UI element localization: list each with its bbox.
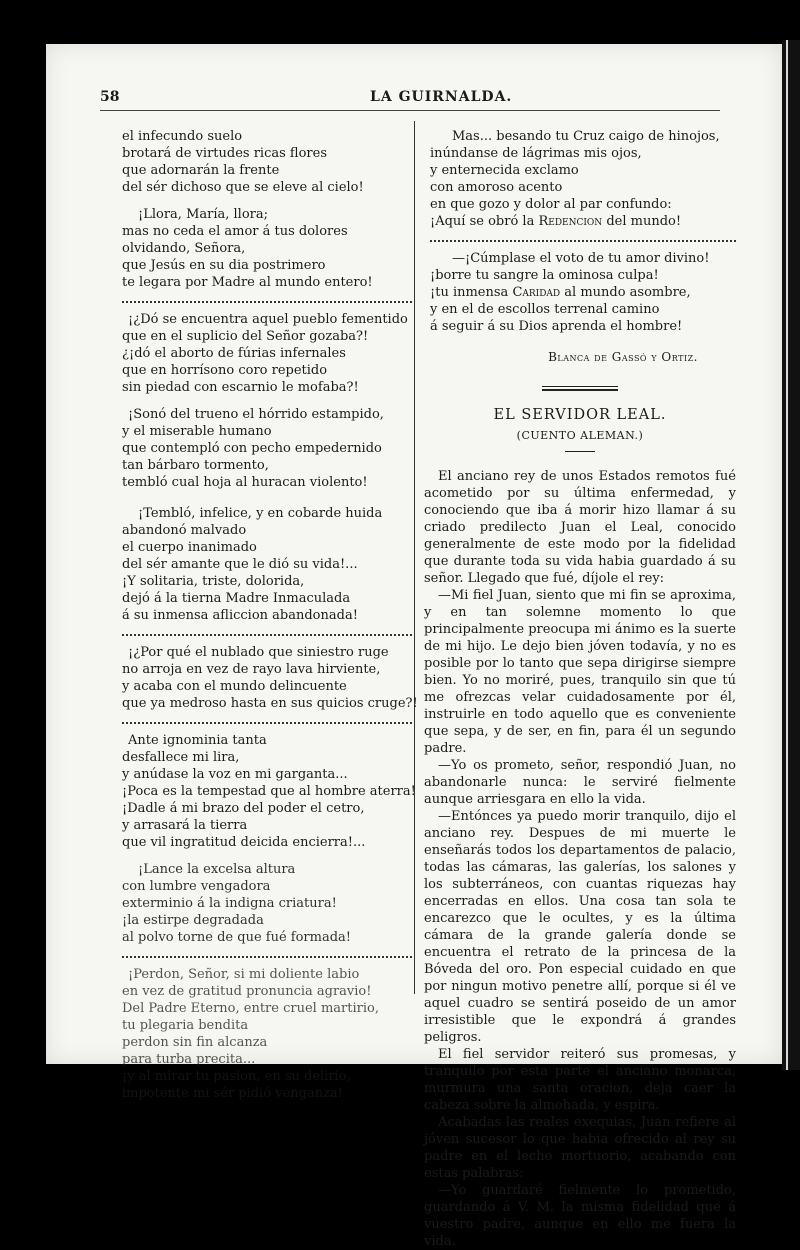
verse-line: inúndanse de lágrimas mis ojos, [430,146,642,161]
paragraph: —Yo os prometo, señor, respondió Juan, no abandonarle nunca: le serviré fielmente aunque arriesgara en ello la vida. [424,758,736,807]
verse-line: brotará de virtudes ricas flores [122,146,327,161]
dotted-separator [122,722,412,724]
running-title: LA GUIRNALDA. [370,89,513,105]
verse-line: ¿¡dó el aborto de fúrias infernales [122,346,346,361]
verse-line: con amoroso acento [430,180,563,195]
dotted-separator [122,956,412,958]
stanza [122,206,412,291]
verse-line: dejó á la tierna Madre Inmaculada [122,591,351,606]
section-subtitle: (CUENTO ALEMAN.) [516,429,644,442]
page-edge-strip [786,40,788,1070]
stanza [122,505,412,624]
column-divider [414,121,415,994]
stanza [122,732,416,851]
verse-line: que contempló con pecho empedernido [122,441,382,456]
stanza [122,644,418,712]
verse-line: y acaba con el mundo delincuente [122,679,347,694]
section-ornament [542,386,618,391]
stanza [424,250,736,335]
verse-line [424,284,736,301]
verse-line: ¡¿Por qué el nublado que siniestro ruge [128,645,389,660]
verse-line: que en el suplicio del Señor gozaba?! [122,329,369,344]
page-number: 58 [100,89,120,105]
paragraph: El fiel servidor reiteró sus promesas, y tranquilo por esta parte el anciano monarca, murmura una santa oracion, deja caer la cabeza sobre la almohada, y espira. [424,1047,736,1113]
stanza [122,311,412,396]
verse-emphasis: Caridad [512,285,561,300]
verse-line: ¡y al mirar tu pasion, en su delirio, [122,1069,351,1084]
author-signature: Blanca de Gassó y Ortiz. [548,350,698,364]
story-text [424,468,736,1250]
verse-text: al mundo asombre, [560,285,691,300]
verse-line: ¡Dadle á mi brazo del poder el cetro, [122,801,365,816]
verse-line: que vil ingratitud deicida encierra!... [122,835,366,850]
stanza [122,966,412,1102]
verse-line: Del Padre Eterno, entre cruel martirio, [122,1001,379,1016]
verse-text: ¡Aquí se obró la [430,214,539,229]
verse-text: ¡tu inmensa [430,285,513,300]
verse-line [424,213,736,230]
verse-line: perdon sin fin alcanza [122,1035,268,1050]
header-rule [100,110,720,111]
stanza [424,128,736,230]
verse-line: ¡Lance la excelsa altura [138,862,296,877]
verse-line: á su inmensa afliccion abandonada! [122,608,358,623]
verse-line: en vez de gratitud pronuncia agravio! [122,984,372,999]
right-column [424,128,736,1250]
verse-line: y anúdase la voz en mi garganta... [122,767,348,782]
verse-line: Ante ignominia tanta [128,733,267,748]
section-title: EL SERVIDOR LEAL. [493,407,667,423]
verse-line: ¡Y solitaria, triste, dolorida, [122,574,305,589]
ornament-rule [542,386,618,387]
verse-line: y en el de escollos terrenal camino [430,302,660,317]
paragraph: —Mi fiel Juan, siento que mi fin se aproxima, y en tan solemne momento lo que principalmente preocupa mi ánimo es la suerte de mi hijo. Le dejo bien jóven todavía, y no es posible por lo tanto que sepa dirigirse siempre bien. Yo no moriré, pues, tranquilo sin que tú me ofrezcas velar cuidadosamente por él, instruirle en todo aquello que es conveniente que sepa, y de ser, en fin, para él un segundo padre. [424,588,736,756]
verse-line: en que gozo y dolor al par confundo: [430,197,672,212]
verse-line: al polvo torne de que fué formada! [122,930,352,945]
scan-border [782,40,800,1070]
verse-line: que Jesús en su dia postrimero [122,258,326,273]
verse-line: exterminio á la indigna criatura! [122,896,337,911]
verse-line: ¡Llora, María, llora; [138,207,269,222]
verse-line: el cuerpo inanimado [122,540,257,555]
verse-line: —¡Cúmplase el voto de tu amor divino! [452,251,710,266]
verse-line: para turba precita... [122,1052,256,1067]
verse-line: ¡Tembló, infelice, y en cobarde huida [138,506,383,521]
left-column [122,128,418,1112]
verse-line: ¡Poca es la tempestad que al hombre aterra! [122,784,416,799]
title-rule [565,451,595,452]
stanza [122,861,412,946]
verse-line: ¡borre tu sangre la ominosa culpa! [430,268,659,283]
verse-line: ¡Perdon, Señor, si mi doliente labio [128,967,360,982]
ornament-rule [542,389,618,391]
verse-line: que en horrísono coro repetido [122,363,328,378]
verse-line: tu plegaria bendita [122,1018,249,1033]
verse-line: tan bárbaro tormento, [122,458,269,473]
verse-line: del sér dichoso que se eleve al cielo! [122,180,364,195]
verse-line: mas no ceda el amor á tus dolores [122,224,348,239]
dotted-separator [122,634,412,636]
verse-line: el infecundo suelo [122,129,243,144]
verse-line: ¡la estirpe degradada [122,913,264,928]
verse-line: y enternecida exclamo [430,163,579,178]
verse-line: Mas... besando tu Cruz caigo de hinojos, [452,129,720,144]
verse-text: del mundo! [602,214,682,229]
verse-line: olvidando, Señora, [122,241,246,256]
verse-line: desfallece mi lira, [122,750,240,765]
stanza [122,128,412,196]
verse-line: que adornarán la frente [122,163,280,178]
dotted-separator [122,301,412,303]
verse-line: á seguir á su Dios aprenda el hombre! [430,319,683,334]
verse-line: del sér amante que le dió su vida!... [122,557,358,572]
verse-line: impotente mi sér pidió venganza! [122,1086,343,1101]
paragraph: El anciano rey de unos Estados remotos fué acometido por su última enfermedad, y conociendo que iba á morir hizo llamar á su criado predilecto Juan el Leal, conocido generalmente de este modo por la fidelidad que durante toda su vida habia guardado á su señor. Llegado que fué, díjole el rey: [424,469,736,586]
verse-line: ¡Sonó del trueno el hórrido estampido, [128,407,384,422]
page-header [100,89,720,109]
verse-line: ¡¿Dó se encuentra aquel pueblo fementido [128,312,408,327]
verse-line: con lumbre vengadora [122,879,271,894]
verse-line: sin piedad con escarnio le mofaba?! [122,380,359,395]
verse-line: no arroja en vez de rayo lava hirviente, [122,662,381,677]
verse-line: te legara por Madre al mundo entero! [122,275,373,290]
paragraph: —Entónces ya puedo morir tranquilo, dijo el anciano rey. Despues de mi muerte le enseñarás todos los departamentos de palacio, todas las cámaras, las galerías, los salones y los subterráneos, con cuantas riquezas hay encerradas en ellos. Una cosa tan sola te encarezco que le ocultes, y es la última cámara de la grande galería donde se encuentra el retrato de la princesa de la Bóveda del oro. Pon especial cuidado en que por ningun motivo penetre allí, porque si él ve aquel cuadro se sentirá poseido de un amor irresistible que le expondrá á grandes peligros. [424,809,736,1045]
verse-emphasis: Redencion [538,214,603,229]
verse-line: abandonó malvado [122,523,247,538]
verse-line: y el miserable humano [122,424,272,439]
paragraph: Acabadas las reales exequias, Juan refiere al jóven sucesor lo que habia ofrecido al rey su padre en el lecho mortuorio, acabando con estas palabras: [424,1115,736,1181]
verse-line: que ya medroso hasta en sus quicios cruge?! [122,696,418,711]
verse-line: y arrasará la tierra [122,818,248,833]
stanza [122,406,412,491]
paragraph: —Yo guardaré fielmente lo prometido, guardando á V. M. la misma fidelidad que á vuestro padre, aunque en ello me fuera la vida. [424,1183,736,1249]
verse-line: tembló cual hoja al huracan violento! [122,475,368,490]
dotted-separator [430,240,736,242]
